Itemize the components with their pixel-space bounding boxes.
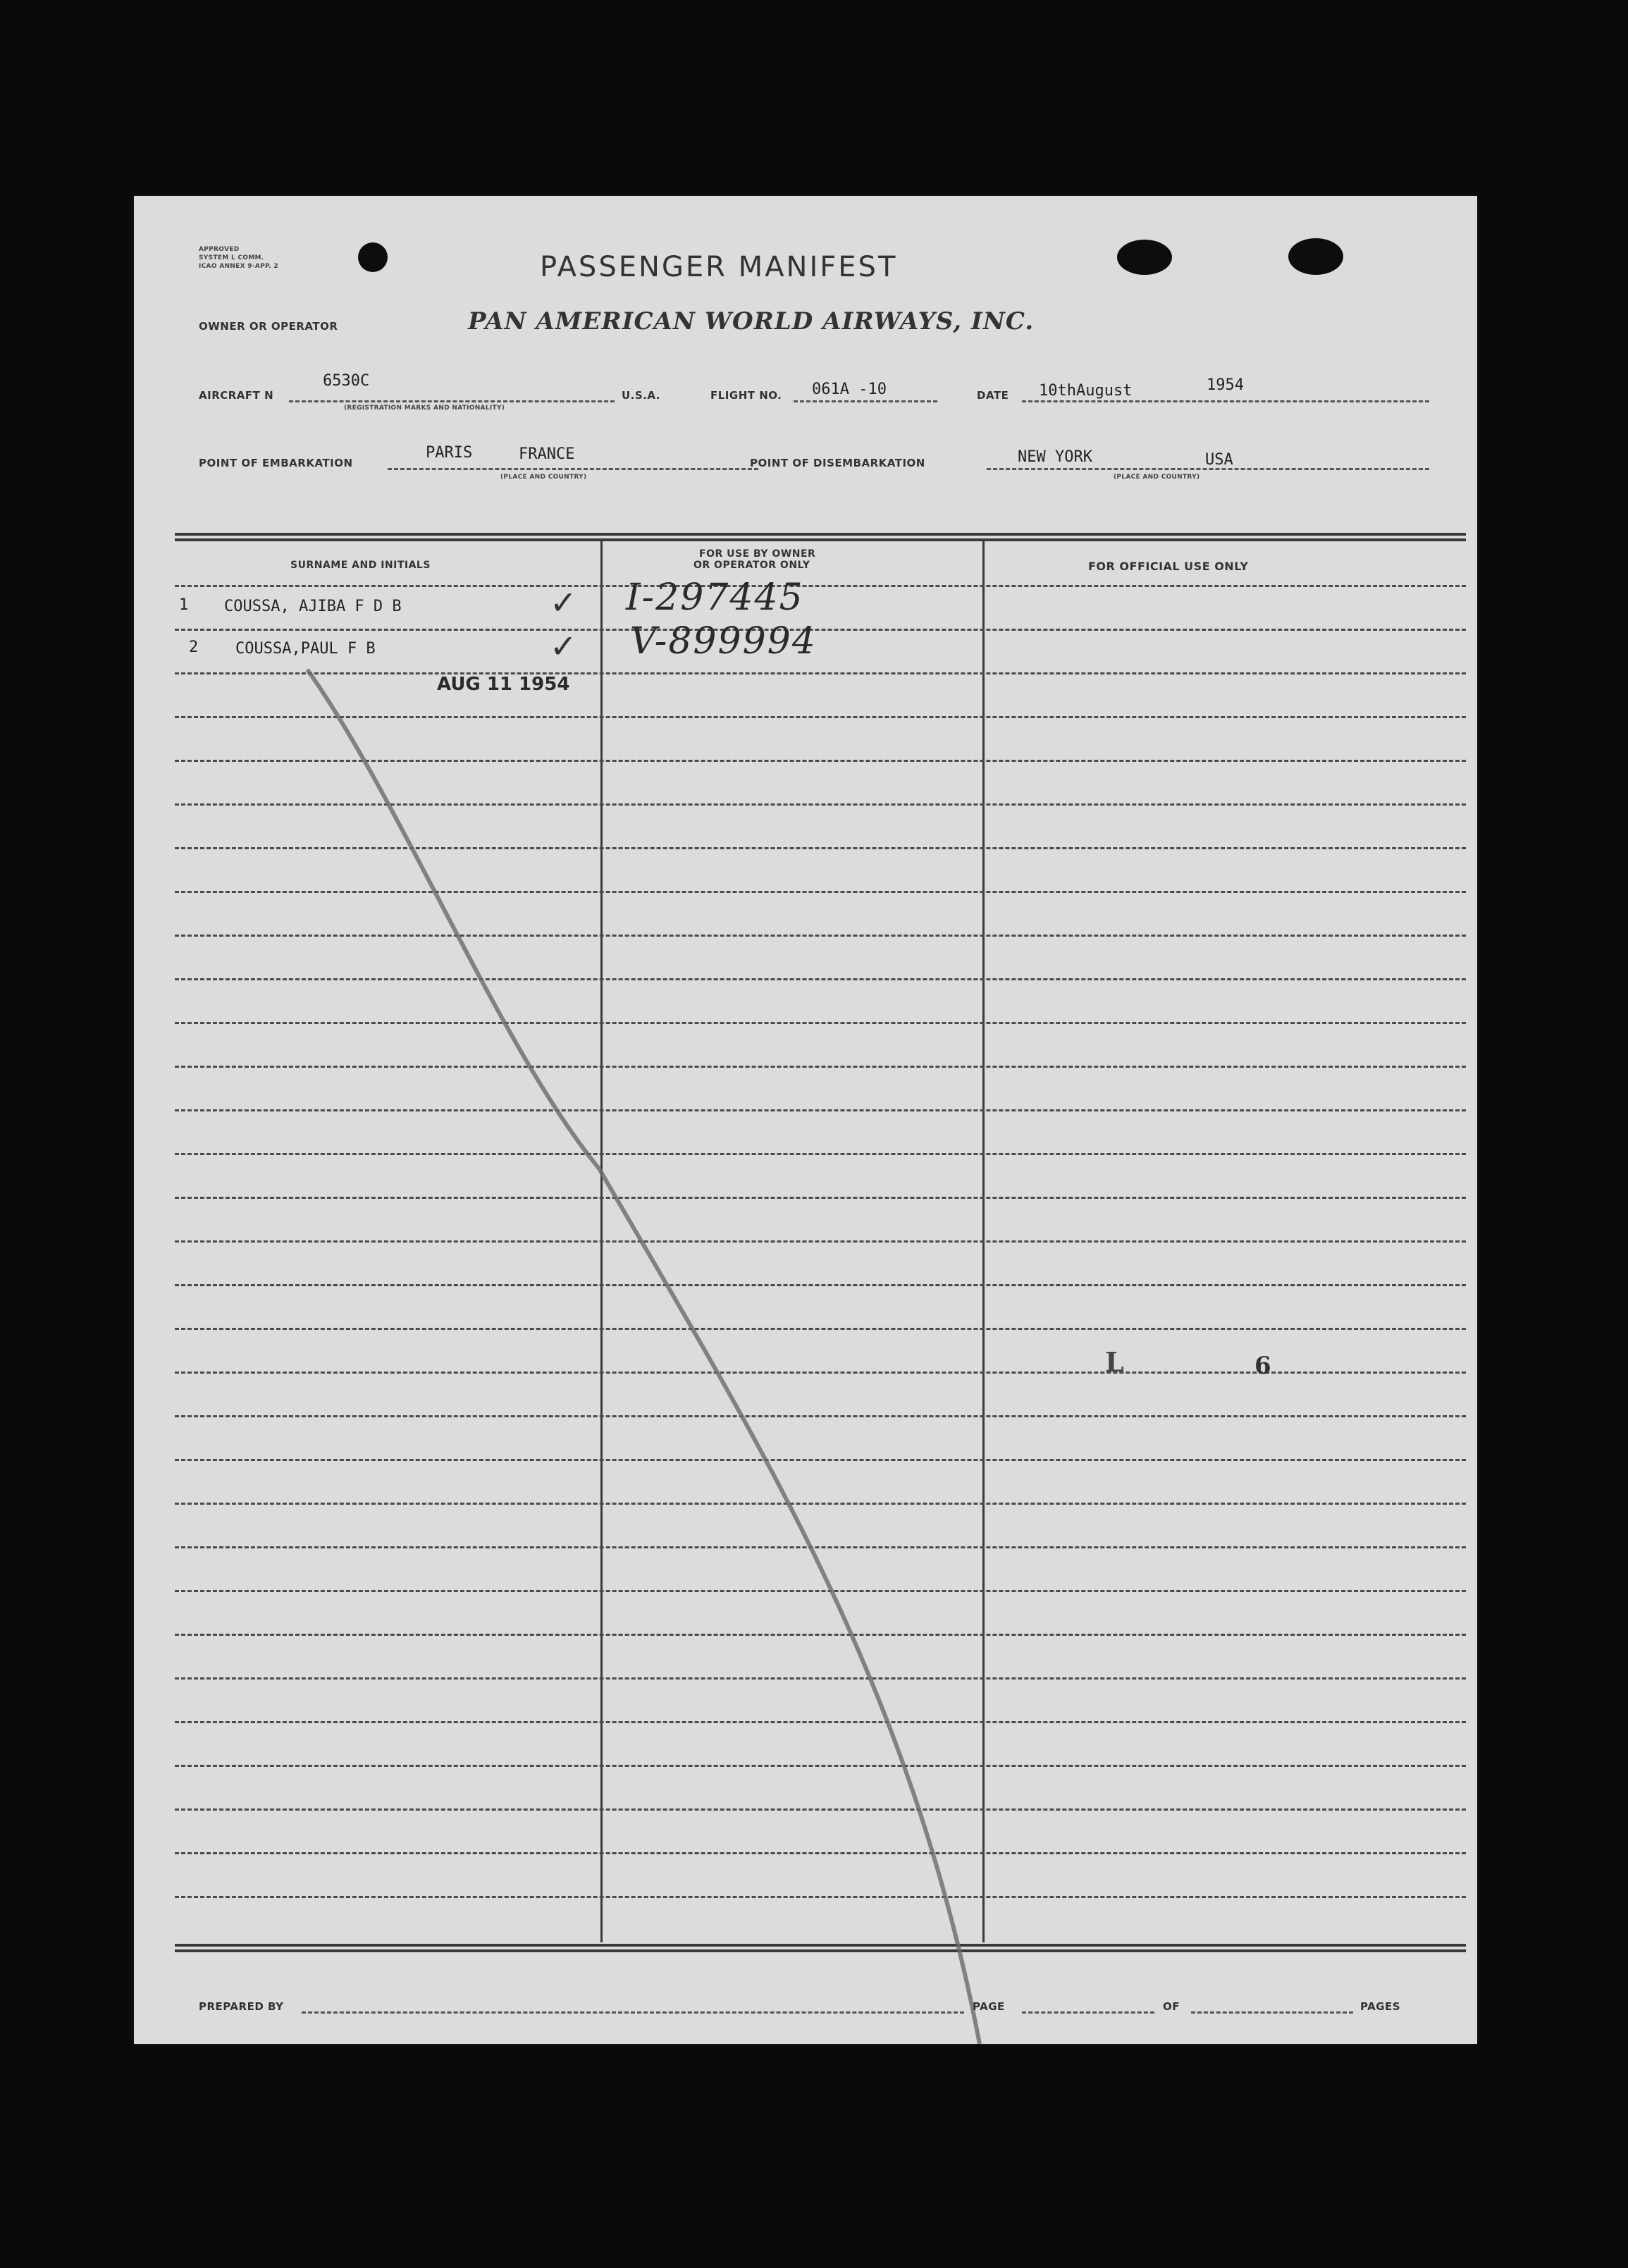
date-year: 1954 bbox=[1207, 376, 1244, 394]
check-mark: ✓ bbox=[550, 627, 577, 665]
aircraft-sublabel: (REGISTRATION MARKS AND NATIONALITY) bbox=[344, 405, 505, 412]
passenger-name: COUSSA, AJIBA F D B bbox=[224, 598, 402, 615]
embark-sublabel: (PLACE AND COUNTRY) bbox=[500, 474, 587, 481]
disembark-sublabel: (PLACE AND COUNTRY) bbox=[1114, 474, 1200, 481]
aircraft-value: 6530C bbox=[323, 372, 370, 390]
approval-line: ICAO ANNEX 9-APP. 2 bbox=[199, 263, 278, 270]
col-header-owner-2: OR OPERATOR ONLY bbox=[693, 560, 810, 571]
passenger-number: 1 bbox=[179, 596, 189, 614]
embark-label: POINT OF EMBARKATION bbox=[199, 457, 353, 469]
usa-label: U.S.A. bbox=[622, 389, 660, 402]
passenger-name: COUSSA,PAUL F B bbox=[235, 640, 376, 658]
disembark-label: POINT OF DISEMBARKATION bbox=[750, 457, 925, 469]
page-label: PAGE bbox=[973, 2000, 1005, 2013]
of-underline bbox=[1191, 2011, 1353, 2014]
cancel-stroke bbox=[134, 196, 1477, 2044]
date-value: 10thAugust bbox=[1039, 382, 1133, 400]
disembark-country: USA bbox=[1205, 451, 1233, 469]
aircraft-label: AIRCRAFT N bbox=[199, 389, 274, 402]
flight-value: 061A -10 bbox=[812, 381, 887, 398]
manifest-sheet bbox=[134, 196, 1477, 2044]
official-mark-left: L bbox=[1105, 1346, 1124, 1378]
owner-value: PAN AMERICAN WORLD AIRWAYS, INC. bbox=[468, 307, 1035, 335]
official-mark-right: 6 bbox=[1254, 1352, 1271, 1380]
page-underline bbox=[1022, 2011, 1154, 2014]
check-mark: ✓ bbox=[550, 584, 577, 622]
disembark-city: NEW YORK bbox=[1018, 448, 1092, 466]
col-header-name: SURNAME AND INITIALS bbox=[290, 560, 431, 571]
document-number: V-899994 bbox=[630, 620, 817, 662]
flight-label: FLIGHT NO. bbox=[710, 389, 782, 402]
col-header-owner-1: FOR USE BY OWNER bbox=[699, 548, 816, 560]
of-label: OF bbox=[1163, 2000, 1180, 2013]
document-number: I-297445 bbox=[626, 577, 804, 619]
prepared-label: PREPARED BY bbox=[199, 2000, 284, 2013]
col-header-official: FOR OFFICIAL USE ONLY bbox=[1088, 560, 1249, 573]
approval-line: SYSTEM L COMM. bbox=[199, 254, 264, 261]
date-label: DATE bbox=[977, 389, 1009, 402]
form-title: PASSENGER MANIFEST bbox=[540, 251, 898, 283]
pages-label: PAGES bbox=[1360, 2000, 1401, 2013]
prepared-underline bbox=[302, 2011, 964, 2014]
embark-city: PARIS bbox=[426, 444, 473, 462]
date-stamp: AUG 11 1954 bbox=[437, 674, 570, 695]
approval-line: APPROVED bbox=[199, 246, 240, 253]
owner-label: OWNER OR OPERATOR bbox=[199, 320, 338, 333]
embark-country: FRANCE bbox=[519, 445, 575, 463]
passenger-number: 2 bbox=[189, 639, 199, 656]
